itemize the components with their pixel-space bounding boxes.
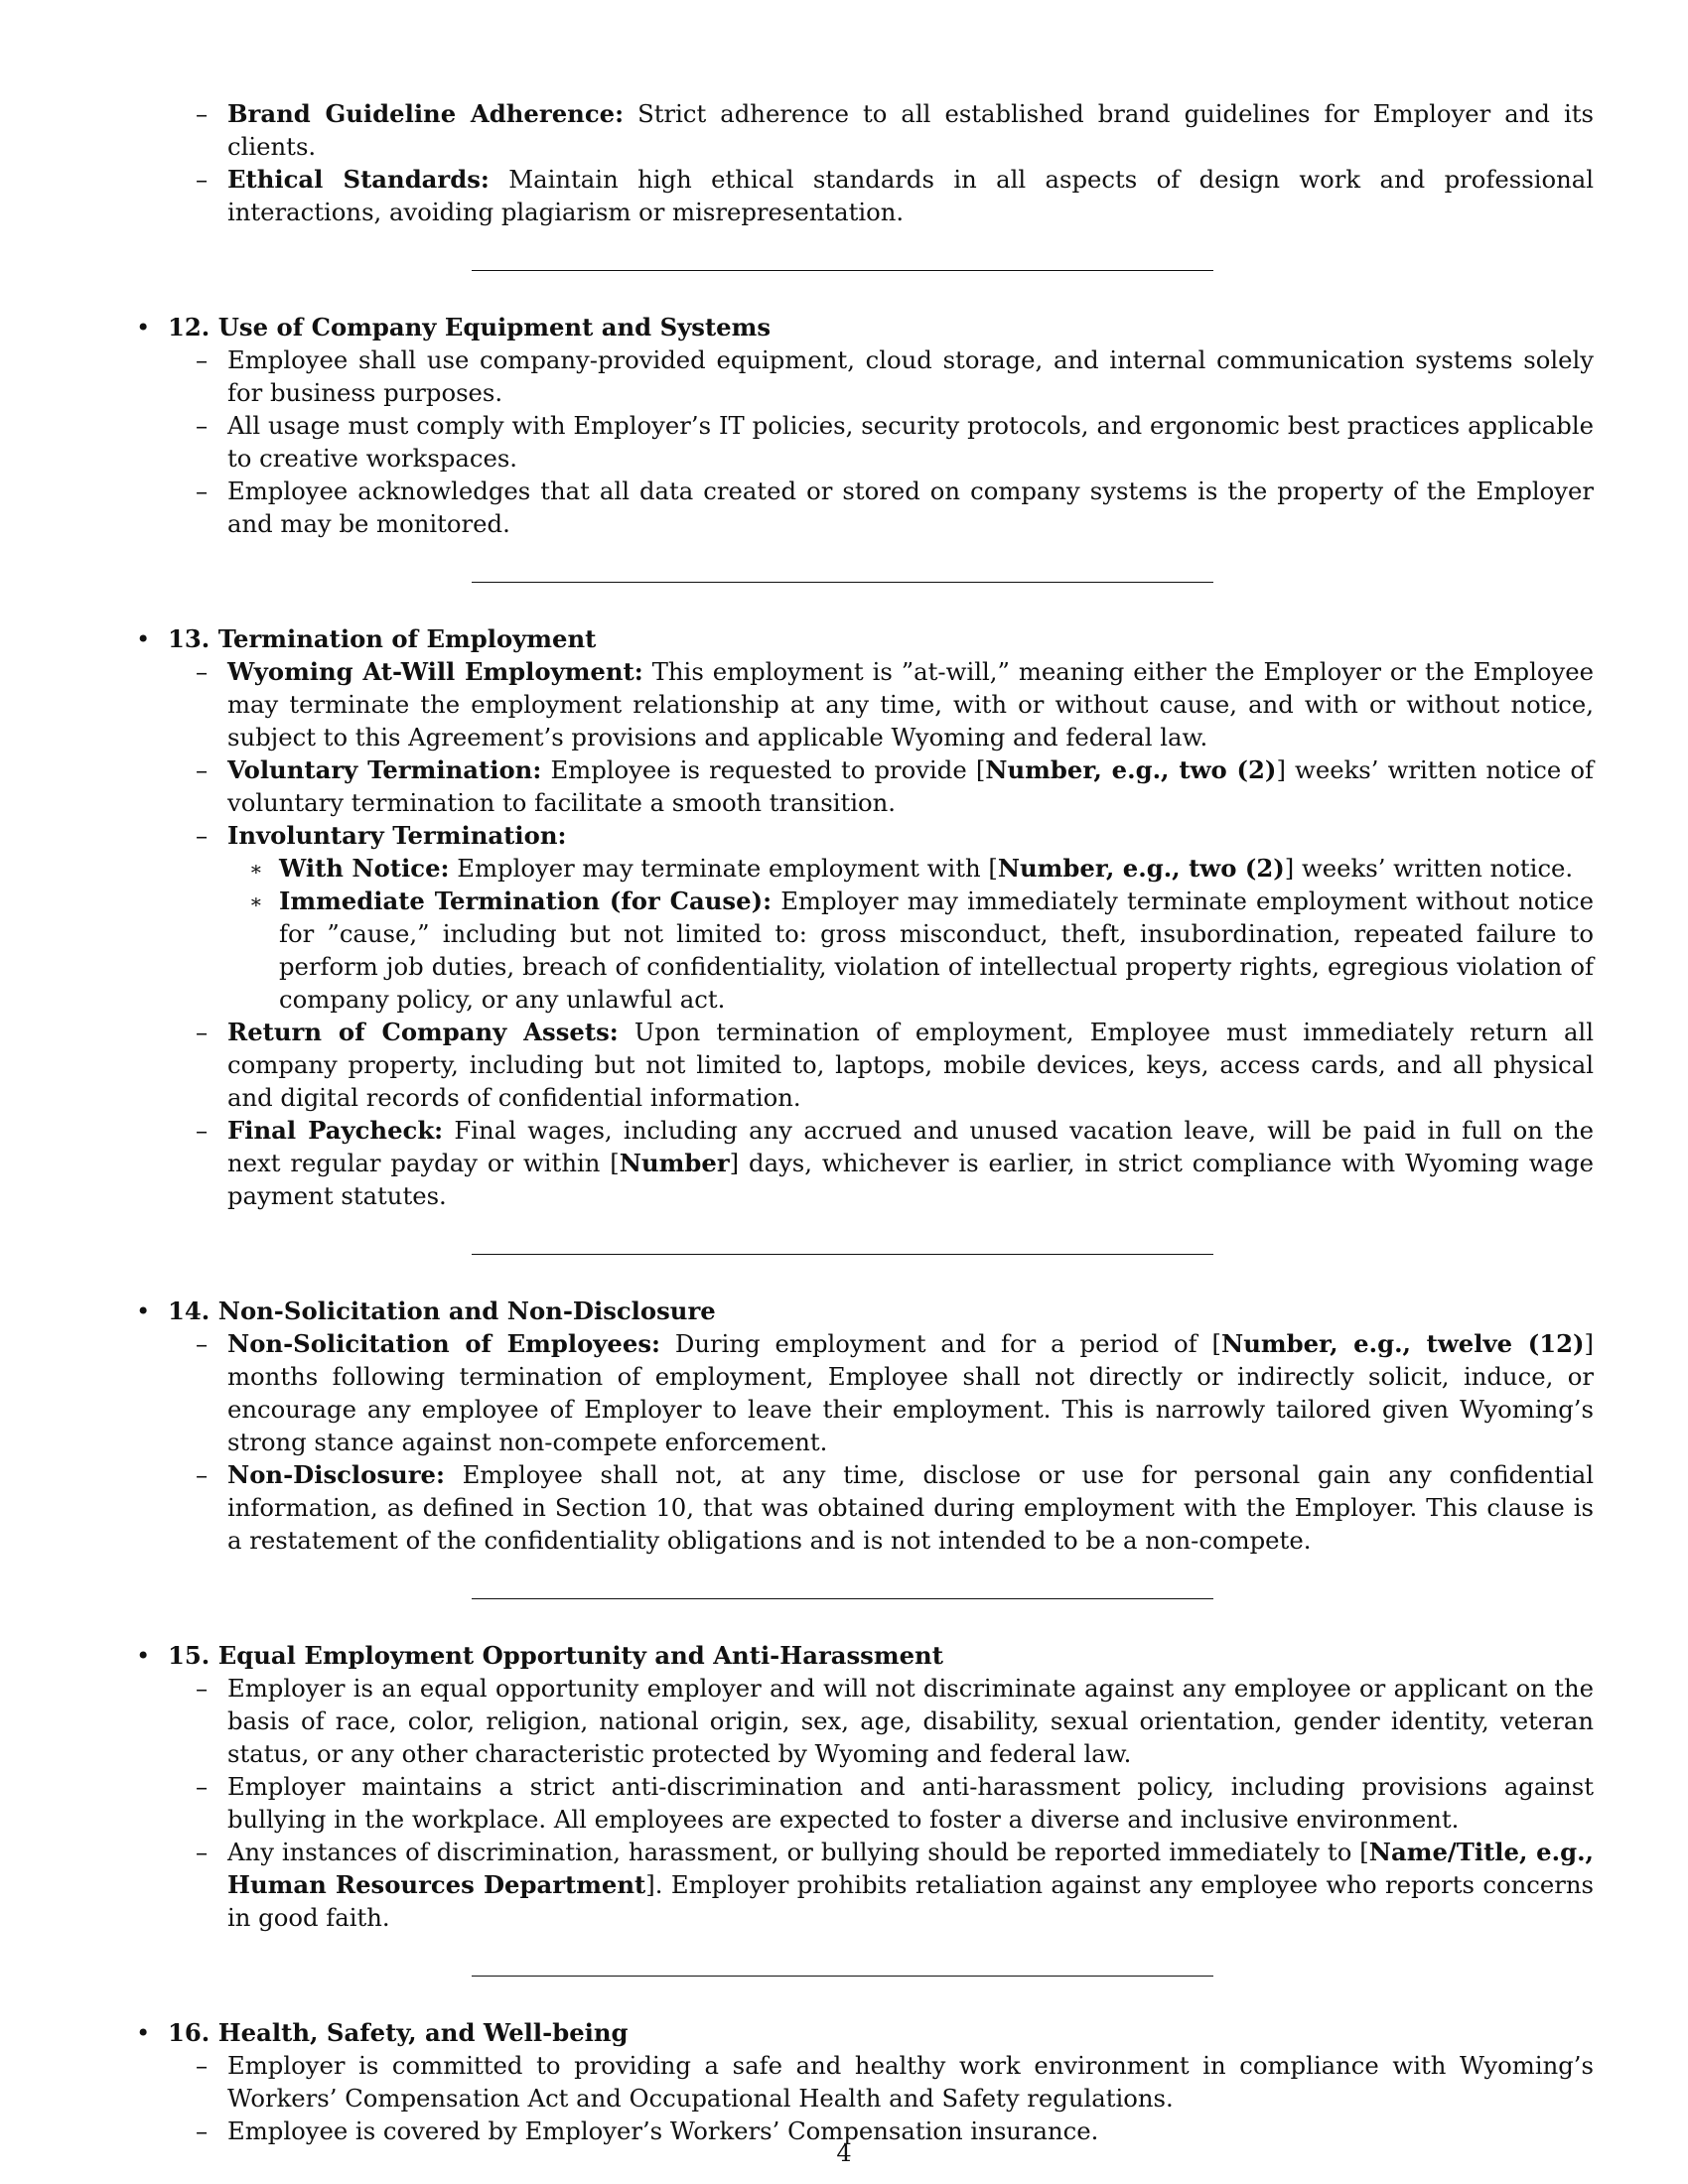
dash-marker: – bbox=[196, 345, 209, 374]
list-item bbox=[134, 1770, 1594, 1836]
section-heading-14 bbox=[134, 1295, 1594, 1327]
item-text: This employment is ”at-will,” meaning either the Employer or the Employee may terminate the employment relationship at any time, with or without cause, and with or without notice, subject to this Agreement’s provisions and applicable Wyoming and federal law. bbox=[227, 657, 1594, 751]
item-label: Immediate Termination (for Cause): bbox=[279, 887, 773, 915]
item-text: Employer is committed to providing a safe and healthy work environment in compliance with Wyoming’s Workers’ Compensation Act and Occupational Health and Safety regulations. bbox=[227, 2051, 1594, 2113]
list-item-at-will bbox=[134, 655, 1594, 753]
list-item-involuntary-termination bbox=[134, 819, 1594, 852]
list-item-final-paycheck bbox=[134, 1114, 1594, 1212]
placeholder-text: Number, e.g., twelve (12) bbox=[1221, 1329, 1585, 1358]
section-title: 12. Use of Company Equipment and Systems bbox=[168, 313, 772, 341]
dash-marker: – bbox=[196, 477, 209, 505]
item-text: Employee acknowledges that all data created or stored on company systems is the property of the Employer and may be monitored. bbox=[227, 477, 1594, 538]
page-content bbox=[134, 97, 1594, 2147]
sublist-item-immediate-termination bbox=[134, 885, 1594, 1016]
list-item-report bbox=[134, 1836, 1594, 1934]
list-item-non-disclosure bbox=[134, 1458, 1594, 1557]
list-item-brand-guideline bbox=[134, 97, 1594, 163]
list-item-voluntary-termination bbox=[134, 753, 1594, 819]
star-marker: ∗ bbox=[249, 857, 263, 881]
list-item bbox=[134, 1672, 1594, 1770]
item-text: Upon termination of employment, Employee must immediately return all company property, including but not limited to, laptops, mobile devices, keys, access cards, and all physical and digital records of confidential information. bbox=[227, 1018, 1594, 1112]
bullet-marker: • bbox=[136, 1297, 151, 1325]
dash-marker: – bbox=[196, 2116, 209, 2145]
dash-marker: – bbox=[196, 1460, 209, 1489]
item-label: Involuntary Termination: bbox=[227, 821, 567, 850]
bullet-marker: • bbox=[136, 313, 151, 341]
star-marker: ∗ bbox=[249, 889, 263, 913]
dash-marker: – bbox=[196, 755, 209, 784]
item-label: Non-Disclosure: bbox=[227, 1460, 445, 1489]
item-text: Maintain high ethical standards in all aspects of design work and professional interactions, avoiding plagiarism or misrepresentation. bbox=[227, 165, 1594, 226]
page-number: 4 bbox=[836, 2139, 852, 2167]
item-text: ] weeks’ written notice. bbox=[1284, 854, 1574, 883]
item-text: Employer may terminate employment with [ bbox=[457, 854, 998, 883]
dash-marker: – bbox=[196, 821, 209, 850]
item-text: Any instances of discrimination, harassment, or bullying should be reported immediately to [ bbox=[227, 1838, 1369, 1866]
list-item-non-solicitation bbox=[134, 1327, 1594, 1458]
item-text: ]. Employer prohibits retaliation against any employee who reports concerns in good faith. bbox=[227, 1870, 1594, 1932]
section-heading-16 bbox=[134, 2016, 1594, 2049]
section-heading-13 bbox=[134, 622, 1594, 655]
item-label: Final Paycheck: bbox=[227, 1116, 444, 1145]
item-label: Ethical Standards: bbox=[227, 165, 490, 194]
dash-marker: – bbox=[196, 1116, 209, 1145]
placeholder-text: Number, e.g., two (2) bbox=[985, 755, 1277, 784]
item-text: All usage must comply with Employer’s IT policies, security protocols, and ergonomic best practices applicable to creative workspaces. bbox=[227, 411, 1594, 473]
section-title: 16. Health, Safety, and Well-being bbox=[168, 2018, 629, 2047]
list-item bbox=[134, 409, 1594, 475]
section-title: 14. Non-Solicitation and Non-Disclosure bbox=[168, 1297, 716, 1325]
item-text: Employer is an equal opportunity employer and will not discriminate against any employee or applicant on the basis of race, color, religion, national origin, sex, age, disability, sexual orientation, gender identity, veteran status, or any other characteristic protected by Wyoming and federal law. bbox=[227, 1674, 1594, 1768]
list-item bbox=[134, 2049, 1594, 2115]
dash-marker: – bbox=[196, 657, 209, 686]
list-item-ethical-standards bbox=[134, 163, 1594, 228]
item-label: Voluntary Termination: bbox=[227, 755, 542, 784]
item-text: Employer maintains a strict anti-discrimination and anti-harassment policy, including provisions against bullying in the workplace. All employees are expected to foster a diverse and inclusive environment. bbox=[227, 1772, 1594, 1834]
dash-marker: – bbox=[196, 1674, 209, 1703]
item-label: With Notice: bbox=[279, 854, 450, 883]
item-text: Final wages, including any accrued and unused vacation leave, will be paid in full on the next regular payday or within [ bbox=[227, 1116, 1594, 1177]
item-text: ] weeks’ written notice of voluntary termination to facilitate a smooth transition. bbox=[227, 755, 1594, 817]
section-heading-12 bbox=[134, 311, 1594, 343]
item-text: Employer may immediately terminate employment without notice for ”cause,” including but not limited to: gross misconduct, theft, insubordination, repeated failure to perform job duties, breach of confidentiality, violation of intellectual property rights, egregious violation of company policy, or any unlawful act. bbox=[279, 887, 1594, 1014]
list-item bbox=[134, 475, 1594, 540]
section-title: 15. Equal Employment Opportunity and Anti-Harassment bbox=[168, 1641, 943, 1670]
bullet-marker: • bbox=[136, 2018, 151, 2047]
item-text: Employee is requested to provide [ bbox=[550, 755, 986, 784]
item-text: During employment and for a period of [ bbox=[674, 1329, 1221, 1358]
item-label: Wyoming At-Will Employment: bbox=[227, 657, 643, 686]
dash-marker: – bbox=[196, 1018, 209, 1046]
dash-marker: – bbox=[196, 2051, 209, 2080]
bullet-marker: • bbox=[136, 1641, 151, 1670]
item-text: Employee shall not, at any time, disclose or use for personal gain any confidential information, as defined in Section 10, that was obtained during employment with the Employer. This clause is a restatement of the confidentiality obligations and is not intended to be a non-compete. bbox=[227, 1460, 1594, 1555]
item-text: ] months following termination of employment, Employee shall not directly or indirectly solicit, induce, or encourage any employee of Employer to leave their employment. This is narrowly tailored given Wyoming’s strong stance against non-compete enforcement. bbox=[227, 1329, 1594, 1456]
section-title: 13. Termination of Employment bbox=[168, 624, 597, 653]
section-heading-15 bbox=[134, 1639, 1594, 1672]
placeholder-text: Name/Title, e.g., Human Resources Department bbox=[227, 1838, 1594, 1899]
placeholder-text: Number, e.g., two (2) bbox=[997, 854, 1285, 883]
bullet-marker: • bbox=[136, 624, 151, 653]
dash-marker: – bbox=[196, 411, 209, 440]
dash-marker: – bbox=[196, 165, 209, 194]
dash-marker: – bbox=[196, 1329, 209, 1358]
placeholder-text: Number bbox=[619, 1149, 730, 1177]
item-text: ] days, whichever is earlier, in strict compliance with Wyoming wage payment statutes. bbox=[227, 1149, 1595, 1210]
list-item bbox=[134, 343, 1594, 409]
list-item-return-assets bbox=[134, 1016, 1594, 1114]
item-label: Non-Solicitation of Employees: bbox=[227, 1329, 660, 1358]
dash-marker: – bbox=[196, 1838, 209, 1866]
sublist-item-with-notice bbox=[134, 852, 1594, 885]
dash-marker: – bbox=[196, 1772, 209, 1801]
item-label: Brand Guideline Adherence: bbox=[227, 99, 625, 128]
item-text: Employee shall use company-provided equipment, cloud storage, and internal communication systems solely for business purposes. bbox=[227, 345, 1594, 407]
item-text: Strict adherence to all established brand guidelines for Employer and its clients. bbox=[227, 99, 1594, 161]
item-label: Return of Company Assets: bbox=[227, 1018, 619, 1046]
item-text: Employee is covered by Employer’s Workers’ Compensation insurance. bbox=[227, 2116, 1099, 2145]
dash-marker: – bbox=[196, 99, 209, 128]
